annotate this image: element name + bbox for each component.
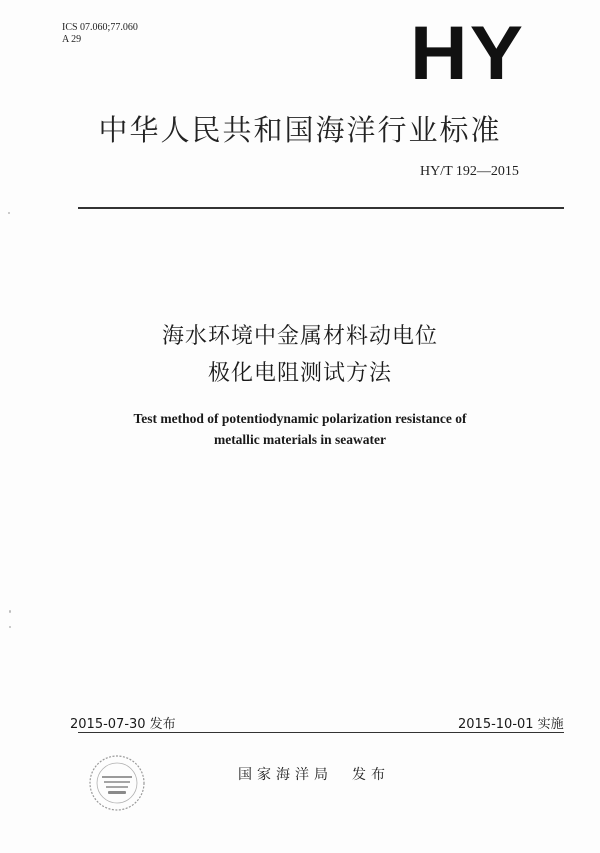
chinese-title-line-1: 海水环境中金属材料动电位 xyxy=(161,324,438,349)
standard-code: HY/T 192—2015 xyxy=(420,164,519,179)
organization-title: 中华人民共和国海洋行业标准 xyxy=(98,113,502,147)
seal-stamp-icon xyxy=(86,752,148,814)
scan-speck xyxy=(8,212,10,214)
scan-speck xyxy=(9,626,11,628)
hy-logo: HY xyxy=(410,11,526,96)
english-title-line-1: Test method of potentiodynamic polarization resistance of xyxy=(133,411,467,426)
english-title-line-2: metallic materials in seawater xyxy=(213,432,387,447)
ics-code: ICS 07.060;77.060 xyxy=(62,22,138,33)
top-divider xyxy=(78,207,564,209)
scan-speck xyxy=(9,610,11,613)
classification-codes xyxy=(62,22,138,46)
english-title xyxy=(0,408,600,450)
chinese-title xyxy=(0,318,600,392)
implementation-date: 2015-10-01 实施 xyxy=(458,717,564,732)
ccs-code: A 29 xyxy=(62,34,82,45)
issuing-authority: 国家海洋局 发布 xyxy=(238,767,390,783)
bottom-divider xyxy=(78,732,564,733)
chinese-title-line-2: 极化电阻测试方法 xyxy=(207,361,392,386)
issue-date: 2015-07-30 发布 xyxy=(70,717,176,732)
